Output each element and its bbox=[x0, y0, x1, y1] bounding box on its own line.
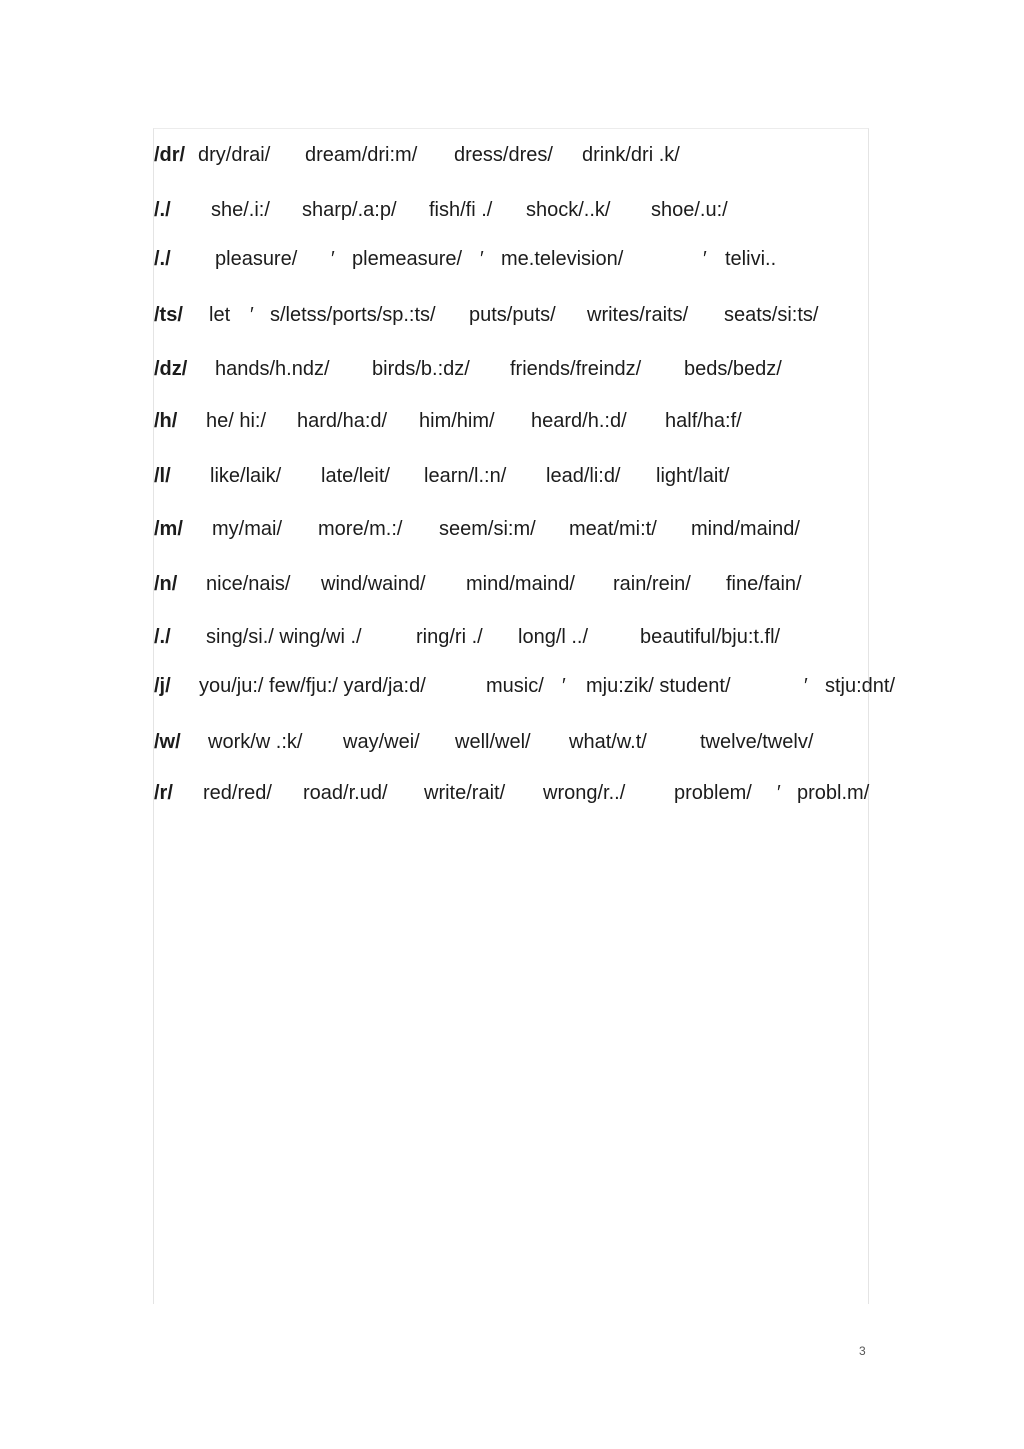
stress-mark: ′ bbox=[703, 248, 707, 270]
example-word: music/ bbox=[486, 675, 544, 697]
example-word: ring/ri ./ bbox=[416, 626, 483, 648]
example-word: what/w.t/ bbox=[569, 731, 647, 753]
example-word: wind/waind/ bbox=[321, 573, 426, 595]
stress-mark: ′ bbox=[777, 782, 781, 804]
example-word: long/l ../ bbox=[518, 626, 589, 648]
example-word: twelve/twelv/ bbox=[700, 731, 814, 753]
example-word: telivi.. bbox=[725, 248, 777, 270]
phoneme-symbol: /./ bbox=[154, 248, 171, 270]
example-word: learn/l.:n/ bbox=[424, 465, 507, 487]
example-word: half/ha:f/ bbox=[665, 410, 742, 432]
example-word: road/r.ud/ bbox=[303, 782, 388, 804]
example-word: dress/dres/ bbox=[454, 144, 553, 166]
example-word: friends/freindz/ bbox=[510, 358, 642, 380]
example-word: plemeasure/ bbox=[352, 248, 463, 270]
stress-mark: ′ bbox=[562, 675, 566, 697]
example-word: way/wei/ bbox=[343, 731, 420, 753]
example-word: well/wel/ bbox=[455, 731, 531, 753]
phoneme-symbol: /dz/ bbox=[154, 358, 188, 380]
example-word: problem/ bbox=[674, 782, 752, 804]
example-word: she/.i:/ bbox=[211, 199, 270, 221]
example-word: rain/rein/ bbox=[613, 573, 691, 595]
example-word: pleasure/ bbox=[215, 248, 298, 270]
page-number: 3 bbox=[859, 1344, 866, 1358]
stress-mark: ′ bbox=[250, 304, 254, 326]
example-word: probl.m/ bbox=[797, 782, 870, 804]
example-word: seats/si:ts/ bbox=[724, 304, 819, 326]
example-word: writes/raits/ bbox=[587, 304, 689, 326]
example-word: beds/bedz/ bbox=[684, 358, 782, 380]
example-word: like/laik/ bbox=[210, 465, 282, 487]
example-word: birds/b.:dz/ bbox=[372, 358, 470, 380]
phoneme-symbol: /r/ bbox=[154, 782, 173, 804]
example-word: lead/li:d/ bbox=[546, 465, 621, 487]
example-word: light/lait/ bbox=[656, 465, 730, 487]
example-word: s/letss/ports/sp.:ts/ bbox=[270, 304, 436, 326]
phoneme-symbol: /ts/ bbox=[154, 304, 183, 326]
phoneme-symbol: /j/ bbox=[154, 675, 171, 697]
example-word: let bbox=[209, 304, 231, 326]
example-word: beautiful/bju:t.fl/ bbox=[640, 626, 781, 648]
example-word: mind/maind/ bbox=[466, 573, 575, 595]
example-word: work/w .:k/ bbox=[208, 731, 303, 753]
phoneme-symbol: /n/ bbox=[154, 573, 178, 595]
phoneme-symbol: /w/ bbox=[154, 731, 181, 753]
example-word: mju:zik/ student/ bbox=[586, 675, 731, 697]
example-word: seem/si:m/ bbox=[439, 518, 536, 540]
phoneme-symbol: /l/ bbox=[154, 465, 171, 487]
example-word: nice/nais/ bbox=[206, 573, 291, 595]
example-word: me.television/ bbox=[501, 248, 624, 270]
example-word: late/leit/ bbox=[321, 465, 390, 487]
example-word: you/ju:/ few/fju:/ yard/ja:d/ bbox=[199, 675, 426, 697]
example-word: drink/dri .k/ bbox=[582, 144, 680, 166]
stress-mark: ′ bbox=[804, 675, 808, 697]
example-word: my/mai/ bbox=[212, 518, 282, 540]
phoneme-symbol: /./ bbox=[154, 199, 171, 221]
phoneme-symbol: /m/ bbox=[154, 518, 183, 540]
phoneme-symbol: /dr/ bbox=[154, 144, 186, 166]
example-word: dream/dri:m/ bbox=[305, 144, 418, 166]
stress-mark: ′ bbox=[480, 248, 484, 270]
example-word: shock/..k/ bbox=[526, 199, 611, 221]
stress-mark: ′ bbox=[331, 248, 335, 270]
example-word: him/him/ bbox=[419, 410, 495, 432]
example-word: he/ hi:/ bbox=[206, 410, 267, 432]
example-word: wrong/r../ bbox=[543, 782, 626, 804]
example-word: sharp/.a:p/ bbox=[302, 199, 397, 221]
example-word: puts/puts/ bbox=[469, 304, 556, 326]
example-word: fine/fain/ bbox=[726, 573, 802, 595]
phoneme-symbol: /h/ bbox=[154, 410, 178, 432]
example-word: dry/drai/ bbox=[198, 144, 271, 166]
example-word: more/m.:/ bbox=[318, 518, 403, 540]
example-word: red/red/ bbox=[203, 782, 272, 804]
example-word: heard/h.:d/ bbox=[531, 410, 627, 432]
example-word: fish/fi ./ bbox=[429, 199, 493, 221]
example-word: shoe/.u:/ bbox=[651, 199, 728, 221]
phoneme-symbol: /./ bbox=[154, 626, 171, 648]
example-word: meat/mi:t/ bbox=[569, 518, 657, 540]
example-word: hands/h.ndz/ bbox=[215, 358, 330, 380]
example-word: mind/maind/ bbox=[691, 518, 800, 540]
example-word: hard/ha:d/ bbox=[297, 410, 388, 432]
example-word: sing/si./ wing/wi ./ bbox=[206, 626, 362, 648]
example-word: stju:dnt/ bbox=[825, 675, 896, 697]
example-word: write/rait/ bbox=[424, 782, 506, 804]
